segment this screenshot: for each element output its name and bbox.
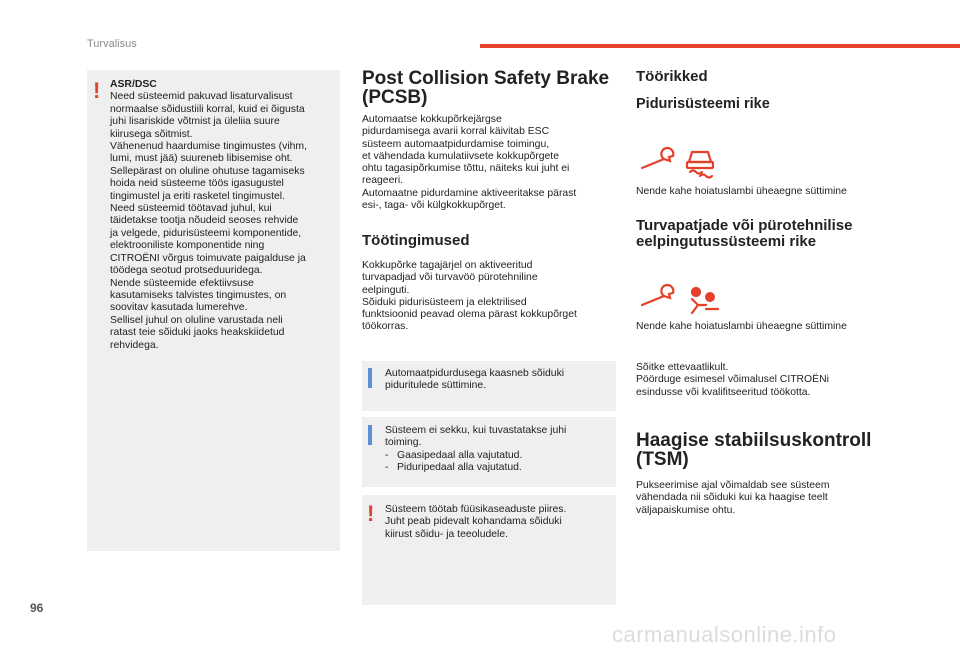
tsm-line: Pukseerimise ajal võimaldab see süsteem (636, 480, 830, 491)
condition-line: Kokkupõrke tagajärjel on aktiveeritud (362, 260, 533, 271)
brake-fault-caption: Nende kahe hoiatuslambi üheaegne süttimine (636, 186, 847, 197)
note-line: Süsteem töötab füüsikaseaduste piires. (385, 504, 567, 515)
asr-dsc-warning-text (110, 79, 336, 352)
info-note-text (385, 368, 605, 393)
header-accent-bar (480, 44, 960, 48)
note-line: piduritulede süttimine. (385, 380, 487, 392)
pcsb-title-line2: (PCSB) (362, 87, 428, 108)
warning-line: normaalse sõidustiili korral, kuid ei õigusta (110, 103, 305, 115)
pcsb-title (362, 69, 616, 107)
warning-line: Need süsteemid pakuvad lisaturvalisust (110, 91, 293, 103)
warning-line: kiirusega sõitmist. (110, 128, 193, 140)
advice-line: Sõitke ettevaatlikult. (636, 362, 729, 373)
warning-line: kasutamiseks talvistes tingimustes, on (110, 289, 287, 301)
warning-line: soovitav kasutada lumerehve. (110, 302, 248, 314)
tsm-description (636, 480, 906, 517)
pcsb-line: Automaatse kokkupõrkejärgse (362, 114, 502, 125)
pcsb-line: reageeri. (362, 175, 404, 187)
note-line: Süsteem ei sekku, kui tuvastatakse juhi (385, 425, 567, 436)
warning-exclamation-icon: ! (93, 78, 101, 103)
warning-line: täidetakse tootja nõudeid seoses rehvide (110, 215, 299, 227)
warning-note-text (385, 504, 607, 541)
list-item: - Piduripedaal alla vajutatud. (385, 461, 522, 473)
wrench-icon (642, 285, 673, 305)
note-line: kiirust sõidu- ja teeoludele. (385, 528, 509, 540)
operating-conditions-text (362, 260, 616, 334)
warning-line: tingimustel ja eriti rasketel tingimustel. (110, 190, 285, 202)
info-note-text (385, 425, 607, 474)
tsm-title-line2: (TSM) (636, 449, 689, 470)
pcsb-line: esi-, taga- või külgkokkupõrget. (362, 200, 506, 212)
service-advice-text (636, 362, 906, 399)
warning-line: rehvidega. (110, 339, 159, 351)
service-wrench-and-airbag-warning-icons (640, 283, 724, 319)
advice-line: Pöörduge esimesel võimalusel CITROËNi (636, 374, 829, 386)
airbag-fault-heading-line1: Turvapatjade või pürotehnilise (636, 217, 853, 234)
wrench-icon (642, 148, 673, 168)
condition-line: Sõiduki pidurisüsteem ja elektrilised (362, 296, 527, 308)
advice-line: esindusse või kvalifitseeritud töökotta. (636, 386, 811, 398)
condition-line: funktsioonid peavad olema pärast kokkupõrget (362, 309, 577, 321)
list-item-text: Piduripedaal alla vajutatud. (397, 461, 522, 473)
service-wrench-and-esp-warning-icons (640, 146, 720, 182)
tsm-title (636, 431, 906, 469)
pcsb-line: Automaatne pidurdamine aktiveeritakse pärast (362, 187, 577, 199)
warning-line: hoida neid süsteeme töös igasugustel (110, 178, 284, 190)
airbag-icon (692, 288, 718, 313)
asr-dsc-heading: ASR/DSC (110, 79, 157, 90)
warning-line: Sellisel juhul on oluline varustada neli (110, 314, 283, 326)
airbag-fault-heading-line2: eelpingutussüsteemi rike (636, 233, 817, 250)
warning-exclamation-icon: ! (367, 501, 375, 526)
list-item-text: Gaasipedaal alla vajutatud. (397, 449, 523, 461)
warning-line: lumi, must jää) suureneb libisemise oht. (110, 153, 293, 165)
malfunction-heading: Töörikked (636, 68, 708, 85)
pcsb-title-line1: Post Collision Safety Brake (362, 68, 610, 89)
info-icon (368, 425, 372, 445)
operating-conditions-heading: Töötingimused (362, 232, 470, 249)
warning-line: Vähenenud haardumise tingimustes (vihm, (110, 141, 307, 153)
condition-line: töökorras. (362, 321, 409, 333)
esp-skid-icon (687, 152, 713, 178)
section-label: Turvalisus (87, 38, 137, 50)
note-line: toiming. (385, 437, 422, 449)
tsm-line: vähendada nii sõiduki kui ka haagise teelt (636, 492, 828, 504)
pcsb-line: ohtu tagasipõrkumise tõttu, näiteks kui juht ei (362, 163, 570, 175)
warning-line: elektrooniliste komponentide ning (110, 240, 265, 252)
page-number: 96 (30, 601, 44, 615)
airbag-fault-caption: Nende kahe hoiatuslambi üheaegne süttimine (636, 321, 847, 332)
info-icon (368, 368, 372, 388)
warning-line: Need süsteemid töötavad juhul, kui (110, 203, 272, 215)
pcsb-line: süsteem automaatpidurdamise toimingu, (362, 138, 550, 150)
condition-line: eelpinguti. (362, 284, 410, 296)
pcsb-line: pidurdamisega avarii korral käivitab ESC (362, 126, 550, 138)
pcsb-line: et vähendada kumulatiivsete kokkupõrgete (362, 150, 559, 162)
warning-line: ratast teie sõiduki jaoks heakskiidetud (110, 327, 285, 339)
airbag-fault-heading (636, 218, 906, 250)
pcsb-description (362, 114, 616, 212)
warning-line: Sellepärast on oluline ohutuse tagamiseks (110, 165, 305, 177)
warning-line: CITROËNI võrgus toimuvate paigalduse ja (110, 252, 306, 264)
warning-line: juhi lisariskide võtmist ja üleliia suure (110, 116, 280, 128)
watermark: carmanualsonline.info (612, 622, 837, 647)
condition-line: turvapadjad või turvavöö pürotehniline (362, 272, 538, 284)
note-line: Automaatpidurdusega kaasneb sõiduki (385, 368, 565, 379)
warning-line: Nende süsteemide efektiivsuse (110, 277, 254, 289)
list-item: - Gaasipedaal alla vajutatud. (385, 449, 523, 461)
tsm-line: väljapaiskumise ohtu. (636, 504, 736, 516)
brake-fault-heading: Pidurisüsteemi rike (636, 96, 770, 112)
warning-line: ja velgede, pidurisüsteemi komponentide, (110, 227, 302, 239)
tsm-title-line1: Haagise stabiilsuskontroll (636, 430, 872, 451)
warning-line: töödega seotud protseduuridega. (110, 265, 263, 277)
note-line: Juht peab pidevalt kohandama sõiduki (385, 516, 562, 528)
